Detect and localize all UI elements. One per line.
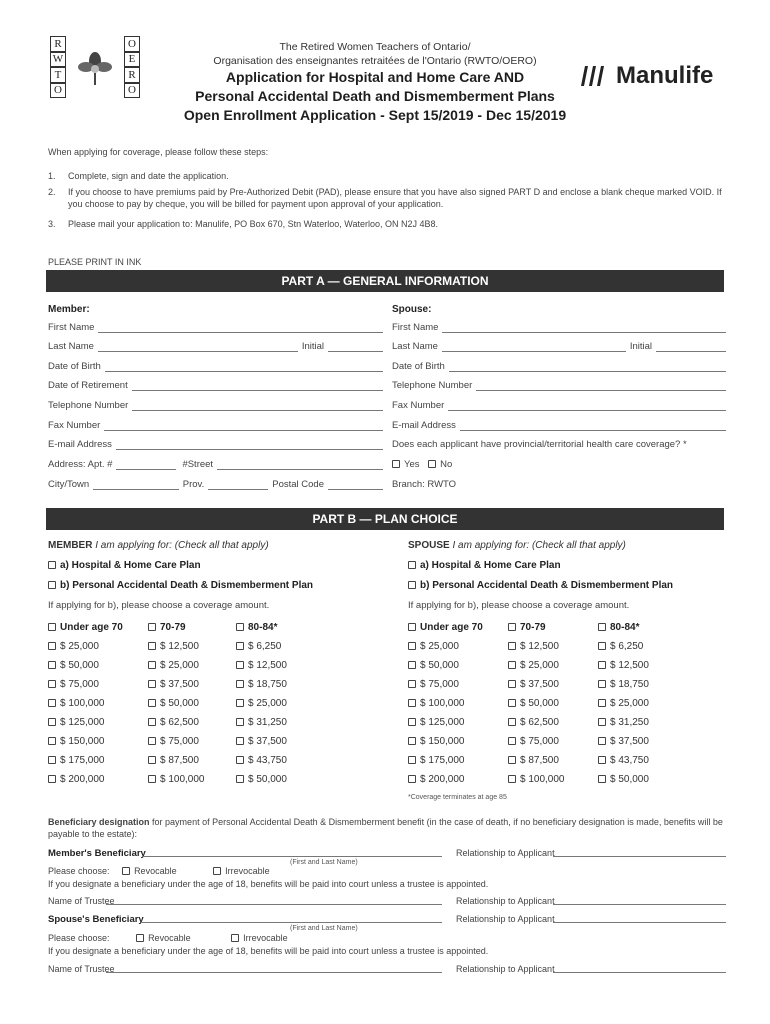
- title-line-2: Personal Accidental Death and Dismemberment Plans: [195, 88, 555, 104]
- member-coverage-checkbox[interactable]: [148, 661, 156, 669]
- spouse-age-header[interactable]: 80-84*: [598, 622, 639, 633]
- spouse-plan-b-option[interactable]: b) Personal Accidental Death & Dismemberment Plan: [408, 580, 673, 591]
- rwto-logo: [50, 36, 140, 98]
- spouse-minor-note: If you designate a beneficiary under the age of 18, benefits will be paid into court unless a trustee is appointed.: [48, 946, 489, 956]
- spouse-coverage-option[interactable]: $ 25,000: [408, 641, 459, 652]
- yes-label: Yes: [404, 459, 420, 470]
- spouse-beneficiary-label: Spouse's Beneficiary: [48, 914, 144, 925]
- member-coverage-checkbox[interactable]: [148, 737, 156, 745]
- member-coverage-checkbox[interactable]: [236, 775, 244, 783]
- logo-letter: W: [50, 52, 66, 68]
- member-coverage-option[interactable]: $ 50,000: [236, 774, 287, 785]
- spouse-coverage-option[interactable]: $ 62,500: [508, 717, 559, 728]
- member-coverage-checkbox[interactable]: [236, 642, 244, 650]
- spouse-coverage-option[interactable]: $ 25,000: [598, 698, 649, 709]
- spouse-coverage-option[interactable]: $ 12,500: [508, 641, 559, 652]
- first-last-name-hint: (First and Last Name): [290, 859, 358, 866]
- member-trustee-relationship-label: Relationship to Applicant: [456, 896, 555, 906]
- member-coverage-option[interactable]: $ 25,000: [148, 660, 199, 671]
- spouse-age-checkbox[interactable]: [508, 623, 516, 631]
- member-heading: Member:: [48, 304, 90, 315]
- spouse-plan-b-checkbox[interactable]: [408, 581, 416, 589]
- spouse-fax-field[interactable]: Fax Number: [392, 400, 726, 411]
- member-coverage-checkbox[interactable]: [48, 642, 56, 650]
- member-coverage-option[interactable]: $ 25,000: [48, 641, 99, 652]
- member-plan-heading: MEMBER I am applying for: (Check all that apply): [48, 540, 269, 551]
- instruction-step: 3. Please mail your application to: Manulife, PO Box 670, Stn Waterloo, Waterloo, ON N2J 4B8.: [48, 219, 439, 229]
- spouse-coverage-option[interactable]: $ 31,250: [598, 717, 649, 728]
- member-coverage-checkbox[interactable]: [148, 699, 156, 707]
- spouse-coverage-checkbox[interactable]: [598, 756, 606, 764]
- member-trustee-relationship-line[interactable]: [553, 904, 726, 905]
- member-revocability: Please choose: Revocable Irrevocable: [48, 866, 270, 876]
- member-coverage-option[interactable]: $ 100,000: [148, 774, 205, 785]
- yes-checkbox[interactable]: [392, 460, 400, 468]
- manulife-wordmark: Manulife: [616, 62, 714, 89]
- member-choose-note: If applying for b), please choose a coverage amount.: [48, 600, 270, 611]
- member-age-header[interactable]: 70-79: [148, 622, 186, 633]
- spouse-coverage-checkbox[interactable]: [408, 737, 416, 745]
- spouse-age-header[interactable]: Under age 70: [408, 622, 483, 633]
- member-coverage-option[interactable]: $ 150,000: [48, 736, 105, 747]
- spouse-choose-note: If applying for b), please choose a coverage amount.: [408, 600, 630, 611]
- spouse-last-name-field[interactable]: Last Name Initial: [392, 341, 726, 352]
- member-last-name-field[interactable]: Last Name Initial: [48, 341, 383, 352]
- member-trustee-line[interactable]: [106, 904, 442, 905]
- spouse-coverage-checkbox[interactable]: [408, 718, 416, 726]
- member-plan-b-checkbox[interactable]: [48, 581, 56, 589]
- org-line-2: Organisation des enseignantes retraitées de l'Ontario (RWTO/OERO): [213, 55, 537, 67]
- member-plan-a-checkbox[interactable]: [48, 561, 56, 569]
- member-coverage-checkbox[interactable]: [48, 756, 56, 764]
- spouse-coverage-checkbox[interactable]: [508, 642, 516, 650]
- member-coverage-checkbox[interactable]: [48, 661, 56, 669]
- member-age-checkbox[interactable]: [48, 623, 56, 631]
- coverage-footnote: *Coverage terminates at age 85: [408, 794, 507, 801]
- spouse-relationship-label: Relationship to Applicant: [456, 914, 555, 924]
- spouse-first-name-field[interactable]: First Name: [392, 322, 726, 333]
- member-coverage-option[interactable]: $ 31,250: [236, 717, 287, 728]
- spouse-coverage-checkbox[interactable]: [508, 737, 516, 745]
- member-beneficiary-name-line[interactable]: [142, 856, 442, 857]
- spouse-telephone-field[interactable]: Telephone Number: [392, 380, 726, 391]
- spouse-heading: Spouse:: [392, 304, 432, 315]
- spouse-age-checkbox[interactable]: [598, 623, 606, 631]
- logo-letter: E: [124, 52, 140, 68]
- spouse-coverage-checkbox[interactable]: [508, 699, 516, 707]
- form-title: [150, 68, 600, 125]
- instructions-intro: When applying for coverage, please follow these steps:: [48, 147, 269, 157]
- member-coverage-checkbox[interactable]: [148, 680, 156, 688]
- member-coverage-checkbox[interactable]: [236, 699, 244, 707]
- member-relationship-label: Relationship to Applicant: [456, 848, 555, 858]
- spouse-coverage-checkbox[interactable]: [508, 718, 516, 726]
- spouse-coverage-checkbox[interactable]: [508, 680, 516, 688]
- spouse-coverage-option[interactable]: $ 75,000: [408, 679, 459, 690]
- spouse-coverage-checkbox[interactable]: [598, 737, 606, 745]
- spouse-coverage-option[interactable]: $ 100,000: [408, 698, 465, 709]
- member-coverage-option[interactable]: $ 37,500: [148, 679, 199, 690]
- member-coverage-checkbox[interactable]: [48, 775, 56, 783]
- member-coverage-checkbox[interactable]: [48, 718, 56, 726]
- no-checkbox[interactable]: [428, 460, 436, 468]
- member-coverage-option[interactable]: $ 175,000: [48, 755, 105, 766]
- member-age-header[interactable]: 80-84*: [236, 622, 277, 633]
- spouse-coverage-checkbox[interactable]: [598, 642, 606, 650]
- member-coverage-option[interactable]: $ 100,000: [48, 698, 105, 709]
- spouse-coverage-option[interactable]: $ 150,000: [408, 736, 465, 747]
- spouse-revocability: Please choose: Revocable Irrevocable: [48, 933, 288, 943]
- instruction-step: 2. If you choose to have premiums paid by Pre-Authorized Debit (PAD), please ensure that you have also signed PART D and enclose a blank cheque marked VOID. If you choose to pay by cheque, you will be billed for payment upon approval of your application.: [48, 187, 722, 209]
- spouse-coverage-checkbox[interactable]: [598, 680, 606, 688]
- member-age-checkbox[interactable]: [236, 623, 244, 631]
- spouse-coverage-option[interactable]: $ 6,250: [598, 641, 643, 652]
- member-coverage-option[interactable]: $ 75,000: [48, 679, 99, 690]
- part-b-header: PART B — PLAN CHOICE: [46, 508, 724, 530]
- member-minor-note: If you designate a beneficiary under the age of 18, benefits will be paid into court unless a trustee is appointed.: [48, 879, 489, 889]
- spouse-coverage-checkbox[interactable]: [598, 775, 606, 783]
- part-a-header: PART A — GENERAL INFORMATION: [46, 270, 724, 292]
- manulife-mark-icon: [578, 64, 604, 88]
- member-coverage-checkbox[interactable]: [236, 756, 244, 764]
- member-coverage-checkbox[interactable]: [148, 718, 156, 726]
- spouse-coverage-checkbox[interactable]: [508, 756, 516, 764]
- spouse-coverage-option[interactable]: $ 25,000: [508, 660, 559, 671]
- member-age-checkbox[interactable]: [148, 623, 156, 631]
- member-coverage-checkbox[interactable]: [236, 737, 244, 745]
- member-coverage-option[interactable]: $ 12,500: [148, 641, 199, 652]
- member-coverage-option[interactable]: $ 37,500: [236, 736, 287, 747]
- member-coverage-option[interactable]: $ 75,000: [148, 736, 199, 747]
- member-coverage-option[interactable]: $ 18,750: [236, 679, 287, 690]
- logo-letter: O: [124, 36, 140, 52]
- print-in-ink-note: PLEASE PRINT IN INK: [48, 257, 142, 267]
- member-irrevocable-checkbox[interactable]: [213, 867, 221, 875]
- spouse-coverage-option[interactable]: $ 100,000: [508, 774, 565, 785]
- spouse-dob-field[interactable]: Date of Birth: [392, 361, 726, 372]
- member-coverage-option[interactable]: $ 50,000: [148, 698, 199, 709]
- member-coverage-option[interactable]: $ 43,750: [236, 755, 287, 766]
- spouse-beneficiary-name-line[interactable]: [142, 922, 442, 923]
- logo-letter: R: [50, 36, 66, 52]
- title-line-1: Application for Hospital and Home Care AND: [225, 69, 525, 85]
- title-line-3: Open Enrollment Application - Sept 15/2019 - Dec 15/2019: [183, 107, 567, 123]
- instruction-step: 1. Complete, sign and date the application.: [48, 171, 229, 181]
- member-coverage-option[interactable]: $ 125,000: [48, 717, 105, 728]
- spouse-coverage-checkbox[interactable]: [508, 775, 516, 783]
- spouse-coverage-option[interactable]: $ 125,000: [408, 717, 465, 728]
- spouse-coverage-option[interactable]: $ 12,500: [598, 660, 649, 671]
- logo-letter: R: [124, 67, 140, 83]
- member-coverage-checkbox[interactable]: [48, 680, 56, 688]
- flower-emblem-icon: [66, 36, 124, 98]
- spouse-trustee-line[interactable]: [106, 972, 442, 973]
- spouse-irrevocable-checkbox[interactable]: [231, 934, 239, 942]
- member-plan-a-option[interactable]: a) Hospital & Home Care Plan: [48, 560, 201, 571]
- member-coverage-option[interactable]: $ 50,000: [48, 660, 99, 671]
- org-line-1: The Retired Women Teachers of Ontario/: [279, 41, 471, 53]
- member-first-name-field[interactable]: First Name: [48, 322, 383, 333]
- spouse-coverage-checkbox[interactable]: [408, 661, 416, 669]
- spouse-plan-a-option[interactable]: a) Hospital & Home Care Plan: [408, 560, 561, 571]
- organization-name: [170, 40, 580, 68]
- member-coverage-checkbox[interactable]: [48, 699, 56, 707]
- spouse-coverage-option[interactable]: $ 200,000: [408, 774, 465, 785]
- member-address-field[interactable]: Address: Apt. # #Street: [48, 459, 383, 470]
- logo-letter: T: [50, 67, 66, 83]
- spouse-coverage-checkbox[interactable]: [598, 718, 606, 726]
- member-trustee-label: Name of Trustee: [48, 896, 115, 906]
- spouse-coverage-checkbox[interactable]: [508, 661, 516, 669]
- member-coverage-option[interactable]: $ 200,000: [48, 774, 105, 785]
- logo-letter: O: [124, 83, 140, 99]
- branch-label: Branch: RWTO: [392, 479, 457, 490]
- spouse-trustee-label: Name of Trustee: [48, 964, 115, 974]
- member-dob-field[interactable]: Date of Birth: [48, 361, 383, 372]
- spouse-plan-heading: SPOUSE I am applying for: (Check all that apply): [408, 540, 626, 551]
- member-coverage-checkbox[interactable]: [236, 718, 244, 726]
- member-telephone-field[interactable]: Telephone Number: [48, 400, 383, 411]
- coverage-question: Does each applicant have provincial/territorial health care coverage? *: [392, 439, 687, 450]
- member-coverage-option[interactable]: $ 62,500: [148, 717, 199, 728]
- spouse-coverage-checkbox[interactable]: [598, 661, 606, 669]
- coverage-answers: [392, 459, 452, 470]
- member-coverage-option[interactable]: $ 25,000: [236, 698, 287, 709]
- spouse-coverage-option[interactable]: $ 43,750: [598, 755, 649, 766]
- spouse-coverage-option[interactable]: $ 75,000: [508, 736, 559, 747]
- member-coverage-option[interactable]: $ 6,250: [236, 641, 281, 652]
- spouse-coverage-checkbox[interactable]: [408, 680, 416, 688]
- spouse-relationship-line[interactable]: [553, 922, 726, 923]
- spouse-coverage-checkbox[interactable]: [408, 775, 416, 783]
- spouse-coverage-checkbox[interactable]: [598, 699, 606, 707]
- member-relationship-line[interactable]: [553, 856, 726, 857]
- member-age-header[interactable]: Under age 70: [48, 622, 123, 633]
- spouse-age-checkbox[interactable]: [408, 623, 416, 631]
- member-coverage-checkbox[interactable]: [148, 756, 156, 764]
- member-beneficiary-label: Member's Beneficiary: [48, 848, 146, 859]
- spouse-age-header[interactable]: 70-79: [508, 622, 546, 633]
- first-last-name-hint: (First and Last Name): [290, 925, 358, 932]
- member-plan-b-option[interactable]: b) Personal Accidental Death & Dismemberment Plan: [48, 580, 313, 591]
- no-label: No: [440, 459, 453, 470]
- member-coverage-checkbox[interactable]: [236, 661, 244, 669]
- spouse-coverage-option[interactable]: $ 175,000: [408, 755, 465, 766]
- spouse-coverage-option[interactable]: $ 18,750: [598, 679, 649, 690]
- spouse-coverage-option[interactable]: $ 37,500: [508, 679, 559, 690]
- beneficiary-designation-heading: Beneficiary designation for payment of Personal Accidental Death & Dismemberment benefit (in the case of death, if no beneficiary designation is made, benefits will be payable to the estate):: [48, 817, 723, 839]
- spouse-coverage-checkbox[interactable]: [408, 642, 416, 650]
- manulife-logo: [578, 62, 713, 90]
- member-coverage-option[interactable]: $ 87,500: [148, 755, 199, 766]
- member-revocable-checkbox[interactable]: [122, 867, 130, 875]
- member-coverage-checkbox[interactable]: [48, 737, 56, 745]
- member-coverage-checkbox[interactable]: [148, 642, 156, 650]
- member-email-field[interactable]: E-mail Address: [48, 439, 383, 450]
- member-retirement-field[interactable]: Date of Retirement: [48, 380, 383, 391]
- spouse-email-field[interactable]: E-mail Address: [392, 420, 726, 431]
- spouse-plan-a-checkbox[interactable]: [408, 561, 416, 569]
- member-coverage-checkbox[interactable]: [148, 775, 156, 783]
- spouse-trustee-relationship-line[interactable]: [553, 972, 726, 973]
- spouse-coverage-option[interactable]: $ 50,000: [408, 660, 459, 671]
- spouse-coverage-option[interactable]: $ 37,500: [598, 736, 649, 747]
- member-city-field[interactable]: City/Town Prov. Postal Code: [48, 479, 383, 490]
- spouse-trustee-relationship-label: Relationship to Applicant: [456, 964, 555, 974]
- member-coverage-option[interactable]: $ 12,500: [236, 660, 287, 671]
- spouse-coverage-option[interactable]: $ 87,500: [508, 755, 559, 766]
- member-coverage-checkbox[interactable]: [236, 680, 244, 688]
- spouse-coverage-option[interactable]: $ 50,000: [508, 698, 559, 709]
- spouse-coverage-option[interactable]: $ 50,000: [598, 774, 649, 785]
- logo-letter: O: [50, 83, 66, 99]
- spouse-coverage-checkbox[interactable]: [408, 699, 416, 707]
- spouse-revocable-checkbox[interactable]: [136, 934, 144, 942]
- spouse-coverage-checkbox[interactable]: [408, 756, 416, 764]
- member-fax-field[interactable]: Fax Number: [48, 420, 383, 431]
